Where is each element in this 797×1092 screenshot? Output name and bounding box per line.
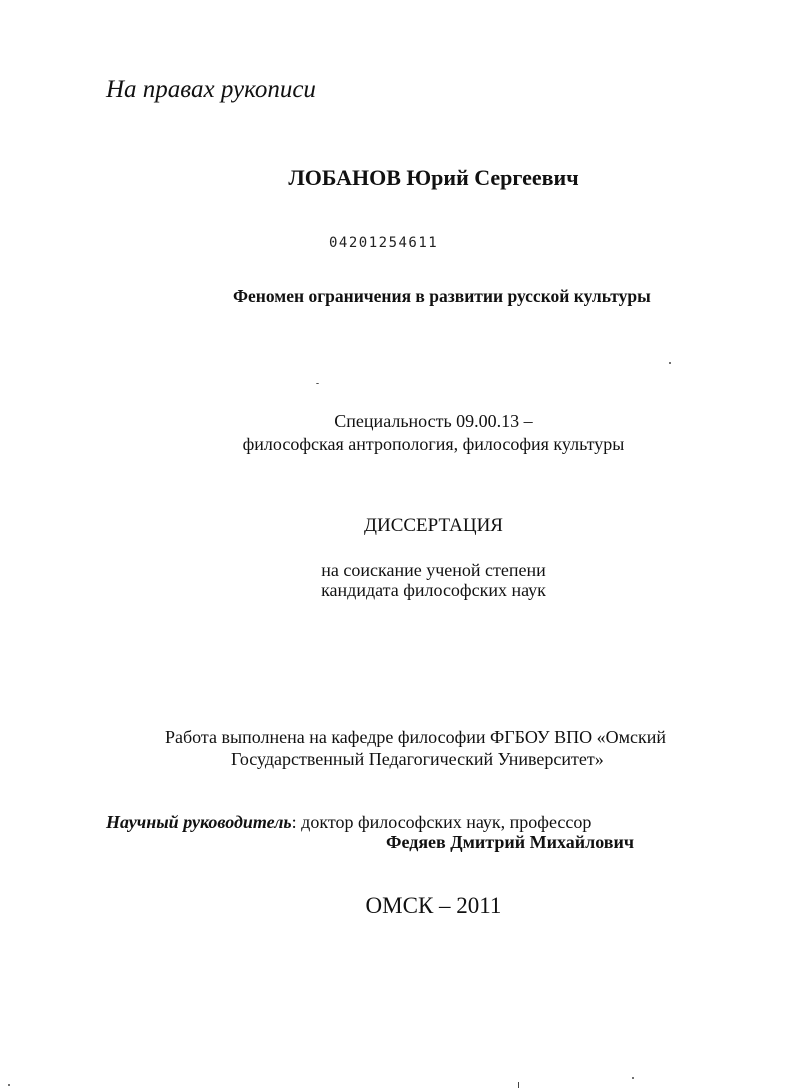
scan-speck <box>518 1082 519 1088</box>
advisor-line <box>106 813 591 831</box>
advisor-label: Научный руководитель <box>106 812 292 832</box>
dissertation-topic: Феномен ограничения в развитии русской культуры <box>233 286 651 306</box>
degree-line-2: кандидата философских наук <box>321 580 546 600</box>
scan-speck <box>632 1077 634 1079</box>
institution-line-2: Государственный Педагогический Университет» <box>231 749 604 769</box>
advisor-name: Федяев Дмитрий Михайлович <box>386 832 634 852</box>
scan-speck <box>316 383 319 384</box>
rights-note: На правах рукописи <box>106 76 316 103</box>
scan-speck <box>8 1084 10 1086</box>
advisor-title: : доктор философских наук, профессор <box>291 812 592 832</box>
scan-speck <box>669 362 671 364</box>
degree-line-1: на соискание ученой степени <box>321 560 546 580</box>
document-type: ДИССЕРТАЦИЯ <box>364 515 503 536</box>
institution-line-1: Работа выполнена на кафедре философии ФГБОУ ВПО «Омский <box>165 727 666 747</box>
specialty-name: философская антропология, философия культуры <box>242 434 625 454</box>
specialty-code: Специальность 09.00.13 – <box>334 411 533 431</box>
registry-code: 04201254611 <box>329 235 439 251</box>
city-year: ОМСК – 2011 <box>365 893 502 918</box>
author-name: ЛОБАНОВ Юрий Сергеевич <box>288 165 579 190</box>
